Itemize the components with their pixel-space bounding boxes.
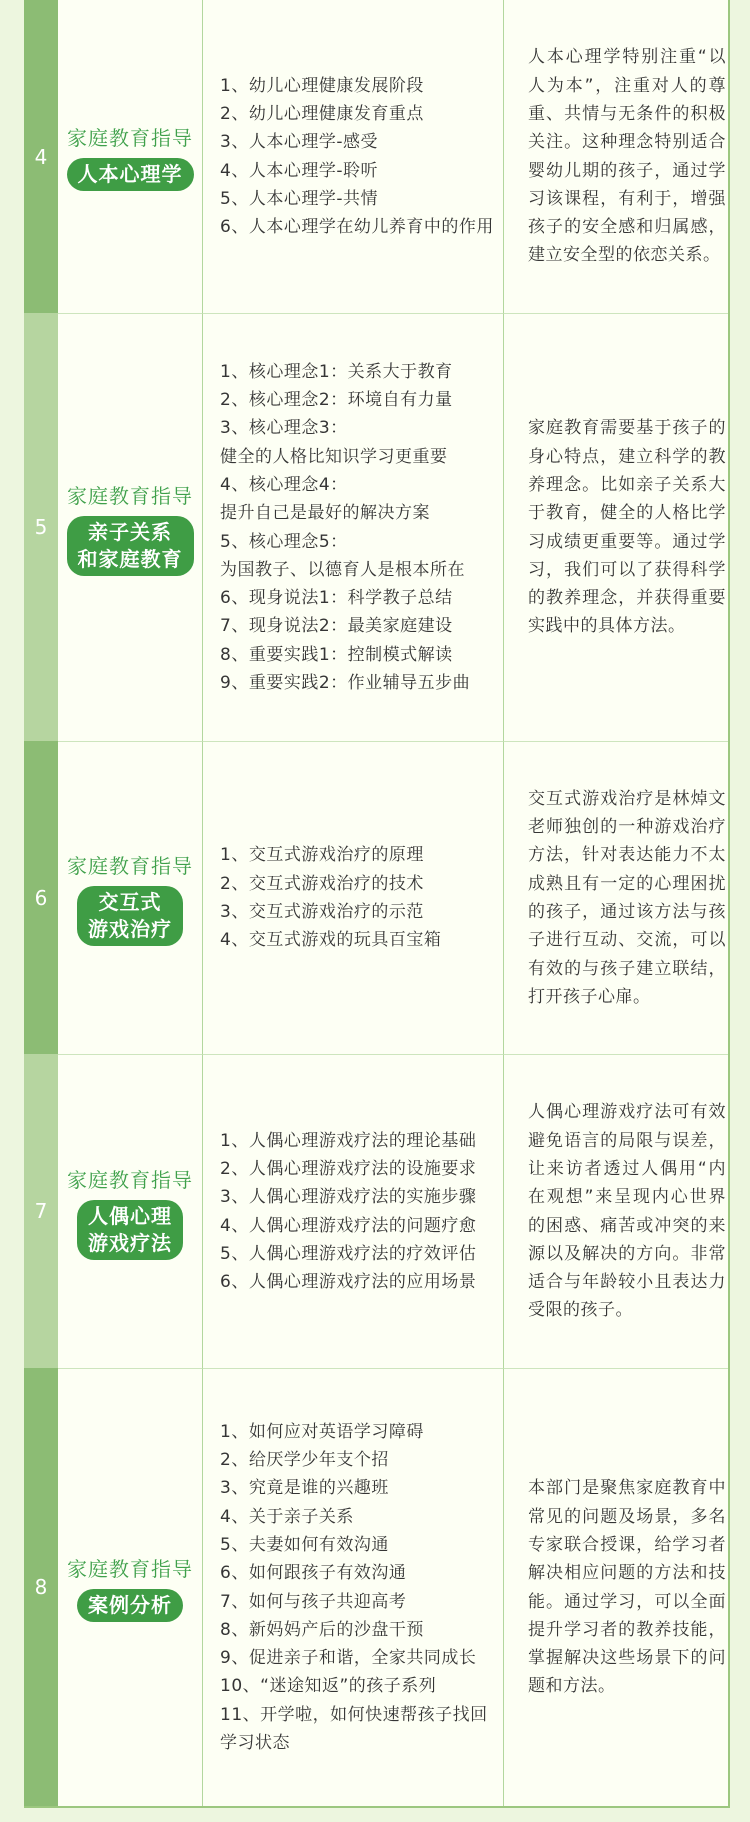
- course-item-line: 7、现身说法2：最美家庭建设: [220, 616, 453, 637]
- row-items-cell: [202, 0, 503, 313]
- row-items-list: [220, 358, 470, 698]
- course-item-line: 1、核心理念1：关系大于教育: [220, 361, 453, 382]
- category-label: 家庭教育指导: [67, 1167, 193, 1192]
- course-item-line: 3、交互式游戏治疗的示范: [220, 902, 424, 922]
- course-table: [24, 0, 730, 1808]
- row-description: 人本心理学特别注重“以人为本”，注重对人的尊重、共情与无条件的积极关注。这种理念特别适合婴幼儿期的孩子，通过学习该课程，有利于，增强孩子的安全感和归属感，建立安全型的依恋关系。: [528, 47, 726, 266]
- row-number-cell: [24, 1368, 58, 1806]
- row-items-list: [220, 72, 494, 242]
- course-item-line: 1、交互式游戏治疗的原理: [220, 845, 424, 866]
- row-desc-cell: [503, 0, 728, 313]
- course-item-line: 10、“迷途知返”的孩子系列: [220, 1676, 437, 1697]
- row-number: 6: [34, 885, 48, 910]
- row-title-cell: [58, 1054, 202, 1368]
- row-number: 8: [34, 1575, 48, 1599]
- row-number-cell: [24, 0, 58, 313]
- course-item-line: 6、如何跟孩子有效沟通: [220, 1563, 407, 1584]
- course-item-line: 5、人偶心理游戏疗法的疗效评估: [220, 1243, 477, 1264]
- row-title-cell: [58, 1368, 202, 1806]
- course-item-line: 11、开学啦，如何快速帮孩子找回: [220, 1704, 488, 1725]
- row-description: 交互式游戏治疗是林焯文老师独创的一种游戏治疗方法，针对表达能力不太成熟且有一定的心理困扰的孩子，通过该方法与孩子进行互动、交流，可以有效的与孩子建立联结，打开孩子心扉。: [528, 788, 726, 1007]
- module-badge: 案例分析: [77, 1589, 183, 1622]
- row-description: 人偶心理游戏疗法可有效避免语言的局限与误差，让来访者透过人偶用“内在观想”来呈现内心世界的困惑、痛苦或冲突的来源以及解决的方向。非常适合与年龄较小且表达力受限的孩子。: [528, 1102, 726, 1321]
- course-item-line: 4、人本心理学-聆听: [220, 160, 378, 181]
- row-number-cell: [24, 741, 58, 1054]
- row-items-cell: [202, 1368, 503, 1806]
- course-item-line: 2、核心理念2：环境自有力量: [220, 390, 453, 411]
- row-description: 家庭教育需要基于孩子的身心特点，建立科学的教养理念。比如亲子关系大于教育，健全的人格比学习成绩更重要等。通过学习，我们可以了获得科学的教养理念，并获得重要实践中的具体方法。: [528, 418, 726, 637]
- course-item-line: 2、幼儿心理健康发育重点: [220, 103, 424, 124]
- course-item-line: 3、核心理念3：: [220, 418, 348, 439]
- table-row: [24, 1054, 728, 1368]
- course-item-line: 1、人偶心理游戏疗法的理论基础: [220, 1130, 477, 1151]
- row-number: 4: [34, 144, 48, 169]
- course-item-line: 8、新妈妈产后的沙盘干预: [220, 1619, 424, 1640]
- module-badge: 人本心理学: [67, 158, 194, 191]
- category-label: 家庭教育指导: [67, 483, 193, 508]
- row-number-cell: [24, 313, 58, 741]
- row-desc-cell: [503, 313, 728, 741]
- course-item-line: 5、人本心理学-共情: [220, 188, 378, 209]
- table-row: [24, 0, 728, 313]
- course-item-line: 提升自己是最好的解决方案: [220, 503, 430, 524]
- course-item-line: 9、重要实践2：作业辅导五步曲: [220, 672, 471, 693]
- module-badge: 交互式 游戏治疗: [77, 886, 183, 946]
- course-item-line: 6、现身说法1：科学教子总结: [220, 588, 453, 609]
- table-row: [24, 1368, 728, 1806]
- row-number: 5: [34, 515, 48, 539]
- row-number: 7: [34, 1199, 48, 1223]
- module-badge: 亲子关系 和家庭教育: [67, 516, 194, 576]
- course-item-line: 5、夫妻如何有效沟通: [220, 1534, 389, 1555]
- category-label: 家庭教育指导: [67, 1557, 193, 1581]
- course-item-line: 4、关于亲子关系: [220, 1506, 354, 1527]
- course-item-line: 学习状态: [220, 1732, 290, 1753]
- row-title-cell: [58, 313, 202, 741]
- course-item-line: 8、重要实践1：控制模式解读: [220, 644, 453, 665]
- course-item-line: 2、给厌学少年支个招: [220, 1450, 389, 1471]
- row-title-cell: [58, 0, 202, 313]
- course-item-line: 为国教子、以德育人是根本所在: [220, 559, 465, 580]
- course-item-line: 4、核心理念4：: [220, 474, 348, 495]
- course-item-line: 9、促进亲子和谐，全家共同成长: [220, 1648, 477, 1669]
- course-item-line: 6、人偶心理游戏疗法的应用场景: [220, 1272, 477, 1293]
- row-items-list: [220, 841, 441, 954]
- row-items-cell: [202, 1054, 503, 1368]
- category-label: 家庭教育指导: [67, 126, 193, 150]
- course-item-line: 4、交互式游戏的玩具百宝箱: [220, 930, 442, 951]
- course-item-line: 1、如何应对英语学习障碍: [220, 1421, 424, 1442]
- course-item-line: 健全的人格比知识学习更重要: [220, 446, 448, 467]
- course-item-line: 3、人偶心理游戏疗法的实施步骤: [220, 1187, 477, 1208]
- course-item-line: 7、如何与孩子共迎高考: [220, 1591, 407, 1612]
- category-label: 家庭教育指导: [67, 854, 193, 878]
- course-item-line: 5、核心理念5：: [220, 531, 348, 552]
- row-description: 本部门是聚焦家庭教育中常见的问题及场景，多名专家联合授课，给学习者解决相应问题的方法和技能。通过学习，可以全面提升学习者的教养技能，掌握解决这些场景下的问题和方法。: [528, 1478, 726, 1697]
- module-badge: 人偶心理 游戏疗法: [77, 1200, 183, 1260]
- table-row: [24, 313, 728, 741]
- course-item-line: 2、人偶心理游戏疗法的设施要求: [220, 1158, 477, 1179]
- row-desc-cell: [503, 1054, 728, 1368]
- course-item-line: 6、人本心理学在幼儿养育中的作用: [220, 217, 494, 238]
- course-item-line: 4、人偶心理游戏疗法的问题疗愈: [220, 1215, 477, 1236]
- row-items-list: [220, 1418, 488, 1758]
- row-desc-cell: [503, 1368, 728, 1806]
- row-items-cell: [202, 741, 503, 1054]
- course-item-line: 1、幼儿心理健康发展阶段: [220, 75, 424, 96]
- row-items-list: [220, 1127, 476, 1297]
- row-desc-cell: [503, 741, 728, 1054]
- row-items-cell: [202, 313, 503, 741]
- course-item-line: 3、究竟是谁的兴趣班: [220, 1478, 389, 1499]
- course-item-line: 2、交互式游戏治疗的技术: [220, 873, 424, 894]
- course-item-line: 3、人本心理学-感受: [220, 132, 378, 153]
- row-title-cell: [58, 741, 202, 1054]
- row-number-cell: [24, 1054, 58, 1368]
- table-row: [24, 741, 728, 1054]
